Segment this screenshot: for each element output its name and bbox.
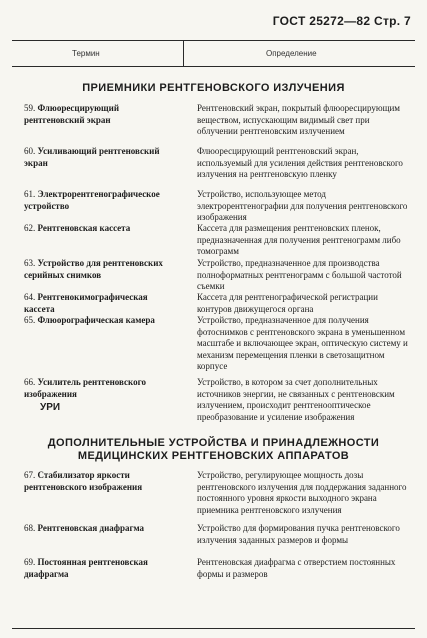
term-definition: Рентгеновская диафрагма с отверстием постоянных формы и размеров	[197, 557, 396, 579]
term-definition: Кассета для размещения рентгеновских пленок, предназначенная для получения рентгенограмм либо томограмм	[197, 223, 401, 256]
column-header-term: Термин	[72, 49, 100, 58]
term-definition: Устройство, использующее метод электрорентгенографии для получения рентгеновского изображения	[197, 189, 408, 222]
term-name: 59. Флюоресцирующий рентгеновский экран	[24, 103, 120, 125]
term-definition: Кассета для рентгенографической регистрации контуров движущегося органа	[197, 292, 378, 314]
term-abbreviation: УРИ	[40, 402, 61, 413]
term-name: 62. Рентгеновская кассета	[24, 223, 131, 233]
section-title-accessories	[12, 437, 415, 463]
term-name: 68. Рентгеновская диафрагма	[24, 523, 145, 533]
term-definition: Устройство, регулирующее мощность дозы рентгеновского излучения для поддержания заданного постоянного уровня яркости выходного экрана приемника рентгеновского излучения	[197, 470, 407, 515]
term-name: 60. Усиливающий рентгеновский экран	[24, 146, 160, 168]
term-definition: Рентгеновский экран, покрытый флюоресцирующим веществом, испускающим видимый свет при облучении рентгеновским излучением	[197, 103, 401, 136]
term-name: 63. Устройство для рентгеновских серийных снимков	[24, 258, 163, 280]
term-name: 69. Постоянная рентгеновская диафрагма	[24, 557, 148, 579]
section-title-line-1: ДОПОЛНИТЕЛЬНЫЕ УСТРОЙСТВА И ПРИНАДЛЕЖНОСТИ	[47, 437, 380, 449]
term-name: 66. Усилитель рентгеновского изображения	[24, 377, 146, 399]
table-top-rule	[12, 40, 415, 41]
table-header-rule	[12, 66, 415, 67]
page-bottom-rule	[12, 628, 415, 629]
term-name: 64. Рентгенокимографическая кассета	[24, 292, 148, 314]
term-definition: Устройство, в котором за счет дополнительных источников энергии, не связанных с рентгеновским излучением, происходит рентгенооптическое преобразование и усиление изображения	[197, 377, 395, 422]
term-name: 67. Стабилизатор яркости рентгеновского изображения	[24, 470, 143, 492]
section-title-line-2: МЕДИЦИНСКИХ РЕНТГЕНОВСКИХ АППАРАТОВ	[77, 450, 350, 462]
term-definition: Устройство, предназначенное для производства полноформатных рентгенограмм с большой частотой съемки	[197, 258, 402, 291]
page-header: ГОСТ 25272—82 Стр. 7	[272, 14, 411, 28]
term-name: 65. Флюорографическая камера	[24, 315, 155, 325]
term-definition: Устройство для формирования пучка рентгеновского излучения заданных размеров и формы	[197, 523, 400, 545]
term-name: 61. Электрорентгенографическое устройство	[24, 189, 160, 211]
column-header-definition: Определение	[266, 49, 317, 58]
term-definition: Устройство, предназначенное для получения фотоснимков с рентгеновского экрана в уменьшенном масштабе и включающее экран, оптическую систему и механизм перемещения пленки в светозащитном корпусе	[197, 315, 408, 371]
term-definition: Флюоресцирующий рентгеновский экран, используемый для усиления действия рентгеновского излучения на рентгеновскую пленку	[197, 146, 403, 179]
column-divider	[183, 40, 184, 66]
section-title-receivers: ПРИЕМНИКИ РЕНТГЕНОВСКОГО ИЗЛУЧЕНИЯ	[82, 82, 345, 94]
